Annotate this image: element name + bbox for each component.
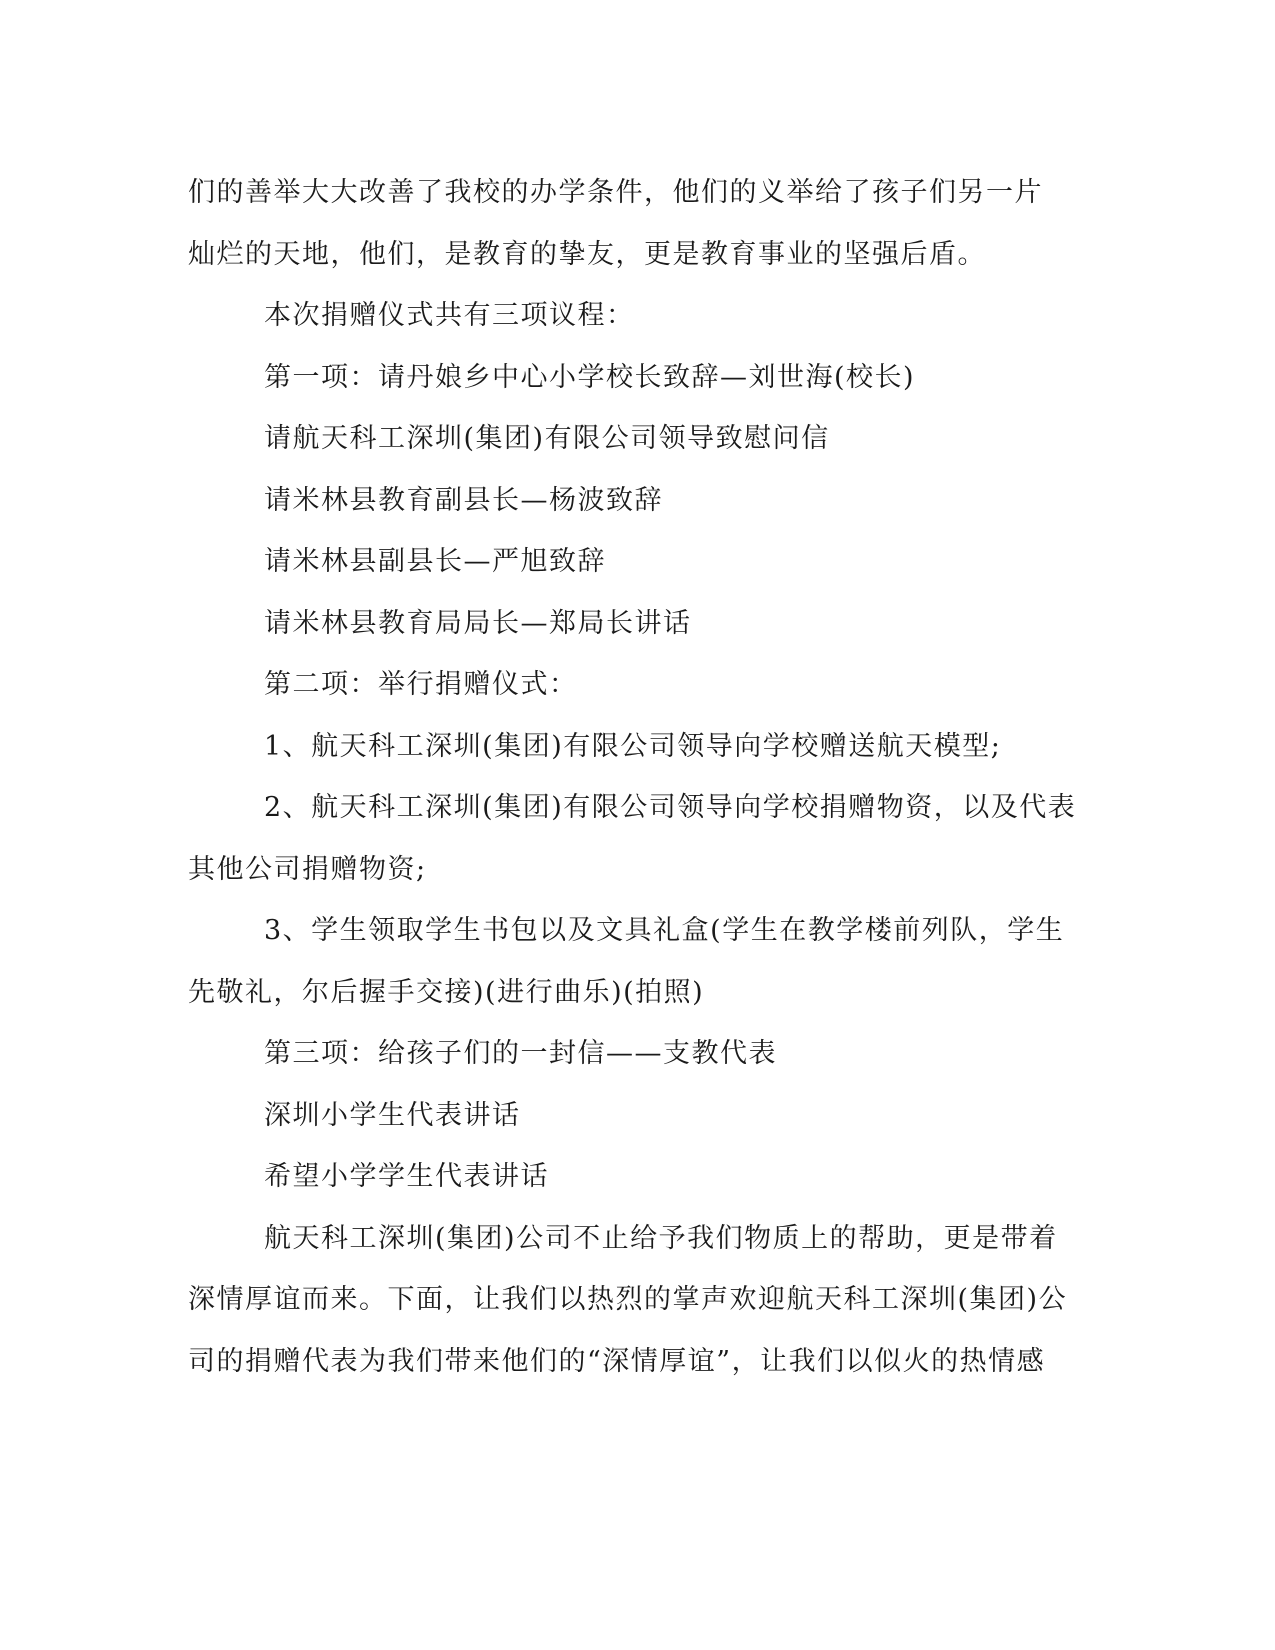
text-line: 灿烂的天地，他们，是教育的挚友，更是教育事业的坚强后盾。: [188, 238, 986, 270]
text-line: 第三项：给孩子们的一封信——支教代表: [264, 1038, 777, 1069]
agenda-subitem: [188, 716, 1088, 778]
text-line: 其他公司捐赠物资;: [188, 853, 427, 885]
text-line: 深情厚谊而来。下面，让我们以热烈的掌声欢迎航天科工深圳(集团)公: [188, 1284, 1068, 1315]
text-line: 第二项：举行捐赠仪式：: [264, 669, 578, 700]
text-line: 先敬礼，尔后握手交接)(进行曲乐)(拍照): [188, 976, 705, 1008]
agenda-subitem: [188, 777, 1088, 900]
text-line: 本次捐赠仪式共有三项议程：: [264, 300, 635, 331]
paragraph-1: [188, 162, 1088, 285]
closing-paragraph: [188, 1208, 1088, 1393]
agenda-item-2: [188, 654, 1088, 716]
text-line: 请米林县教育副县长—杨波致辞: [264, 484, 663, 516]
text-line: 3、学生领取学生书包以及文具礼盒(学生在教学楼前列队，学生: [264, 915, 1065, 946]
agenda-subitem: [188, 593, 1088, 655]
document-body: [188, 162, 1088, 1392]
agenda-item-1: [188, 347, 1088, 409]
text-line: 请米林县教育局局长—郑局长讲话: [264, 607, 692, 639]
text-line: 司的捐赠代表为我们带来他们的“深情厚谊”，让我们以似火的热情感: [188, 1345, 1046, 1377]
text-line: 第一项：请丹娘乡中心小学校长致辞—刘世海(校长): [264, 361, 916, 393]
text-line: 请航天科工深圳(集团)有限公司领导致慰问信: [264, 423, 830, 454]
agenda-subitem: [188, 408, 1088, 470]
paragraph-2: [188, 285, 1088, 347]
agenda-subitem: [188, 531, 1088, 593]
agenda-subitem: [188, 1146, 1088, 1208]
agenda-subitem: [188, 470, 1088, 532]
text-line: 深圳小学生代表讲话: [264, 1099, 521, 1131]
agenda-item-3: [188, 1023, 1088, 1085]
agenda-subitem: [188, 900, 1088, 1023]
text-line: 2、航天科工深圳(集团)有限公司领导向学校捐赠物资，以及代表: [264, 792, 1077, 823]
text-line: 1、航天科工深圳(集团)有限公司领导向学校赠送航天模型;: [264, 730, 1002, 762]
text-line: 希望小学学生代表讲话: [264, 1161, 549, 1192]
text-line: 们的善举大大改善了我校的办学条件，他们的义举给了孩子们另一片: [188, 177, 1043, 208]
agenda-subitem: [188, 1085, 1088, 1147]
text-line: 航天科工深圳(集团)公司不止给予我们物质上的帮助，更是带着: [264, 1222, 1058, 1254]
text-line: 请米林县副县长—严旭致辞: [264, 546, 606, 577]
